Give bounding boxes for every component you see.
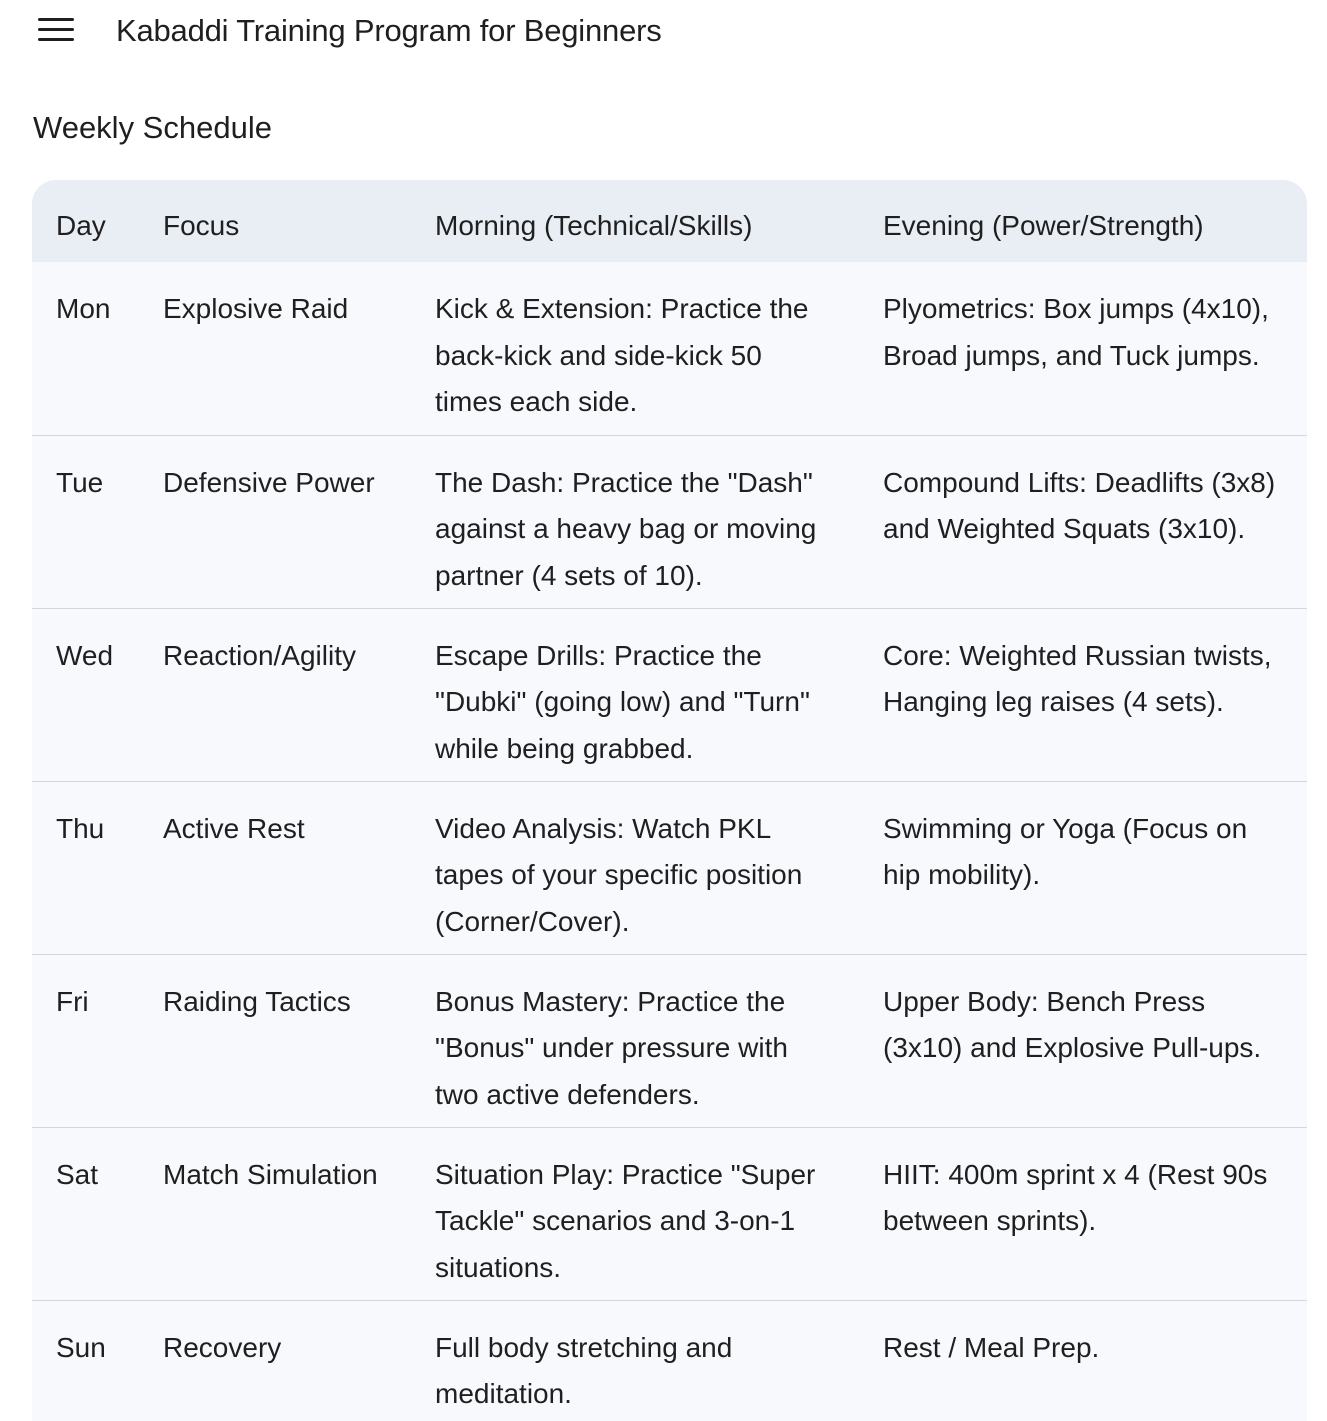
cell-focus: Defensive Power: [163, 466, 375, 498]
cell-focus: Explosive Raid: [163, 293, 349, 324]
schedule-table-container: [32, 180, 1307, 1421]
cell-focus: Active Rest: [163, 812, 305, 844]
top-app-bar: [0, 0, 1327, 62]
cell-day: Sat: [56, 1158, 99, 1190]
cell-morning: Situation Play: Practice "Super Tackle" scenarios and 3-on-1 situations.: [435, 1158, 816, 1283]
table-row: [32, 781, 1307, 954]
table-row: [32, 954, 1307, 1127]
cell-day: Fri: [56, 985, 89, 1017]
table-header-row: [32, 180, 1307, 262]
table-body: [32, 262, 1307, 1421]
table-row: [32, 435, 1307, 608]
cell-evening: HIIT: 400m sprint x 4 (Rest 90s between sprints).: [883, 1158, 1268, 1236]
cell-day: Sun: [56, 1331, 106, 1363]
table-row: [32, 262, 1307, 435]
column-header-evening: Evening (Power/Strength): [883, 210, 1204, 241]
cell-morning: Bonus Mastery: Practice the "Bonus" under pressure with two active defenders.: [435, 985, 788, 1110]
cell-day: Thu: [56, 812, 105, 844]
cell-evening: Swimming or Yoga (Focus on hip mobility).: [883, 812, 1248, 890]
cell-evening: Plyometrics: Box jumps (4x10), Broad jumps, and Tuck jumps.: [883, 293, 1269, 371]
cell-focus: Match Simulation: [163, 1158, 378, 1190]
table-row: [32, 1127, 1307, 1300]
cell-focus: Raiding Tactics: [163, 985, 351, 1017]
table-header: [32, 180, 1307, 262]
schedule-table: [32, 180, 1307, 1421]
cell-evening: Compound Lifts: Deadlifts (3x8) and Weighted Squats (3x10).: [883, 466, 1276, 544]
menu-icon-line: [38, 28, 74, 31]
table-row: [32, 1300, 1307, 1421]
menu-icon-line: [38, 38, 74, 41]
menu-icon-line: [38, 18, 74, 21]
page-title: Kabaddi Training Program for Beginners: [116, 13, 662, 48]
cell-morning: Full body stretching and meditation.: [435, 1331, 733, 1409]
cell-morning: Video Analysis: Watch PKL tapes of your specific position (Corner/Cover).: [435, 812, 803, 937]
cell-focus: Recovery: [163, 1331, 282, 1363]
cell-morning: The Dash: Practice the "Dash" against a heavy bag or moving partner (4 sets of 10).: [435, 466, 817, 591]
cell-evening: Upper Body: Bench Press (3x10) and Explosive Pull-ups.: [883, 985, 1262, 1063]
cell-day: Tue: [56, 466, 104, 498]
menu-icon[interactable]: [30, 10, 82, 52]
table-row: [32, 608, 1307, 781]
cell-focus: Reaction/Agility: [163, 639, 356, 671]
column-header-day: Day: [56, 210, 106, 241]
column-header-morning: Morning (Technical/Skills): [435, 210, 753, 241]
cell-morning: Kick & Extension: Practice the back-kick and side-kick 50 times each side.: [435, 293, 809, 417]
cell-evening: Core: Weighted Russian twists, Hanging leg raises (4 sets).: [883, 639, 1272, 717]
cell-evening: Rest / Meal Prep.: [883, 1331, 1100, 1363]
cell-morning: Escape Drills: Practice the "Dubki" (going low) and "Turn" while being grabbed.: [435, 639, 810, 764]
section-heading: Weekly Schedule: [33, 110, 272, 145]
cell-day: Mon: [56, 293, 111, 324]
column-header-focus: Focus: [163, 210, 240, 241]
cell-day: Wed: [56, 639, 114, 671]
